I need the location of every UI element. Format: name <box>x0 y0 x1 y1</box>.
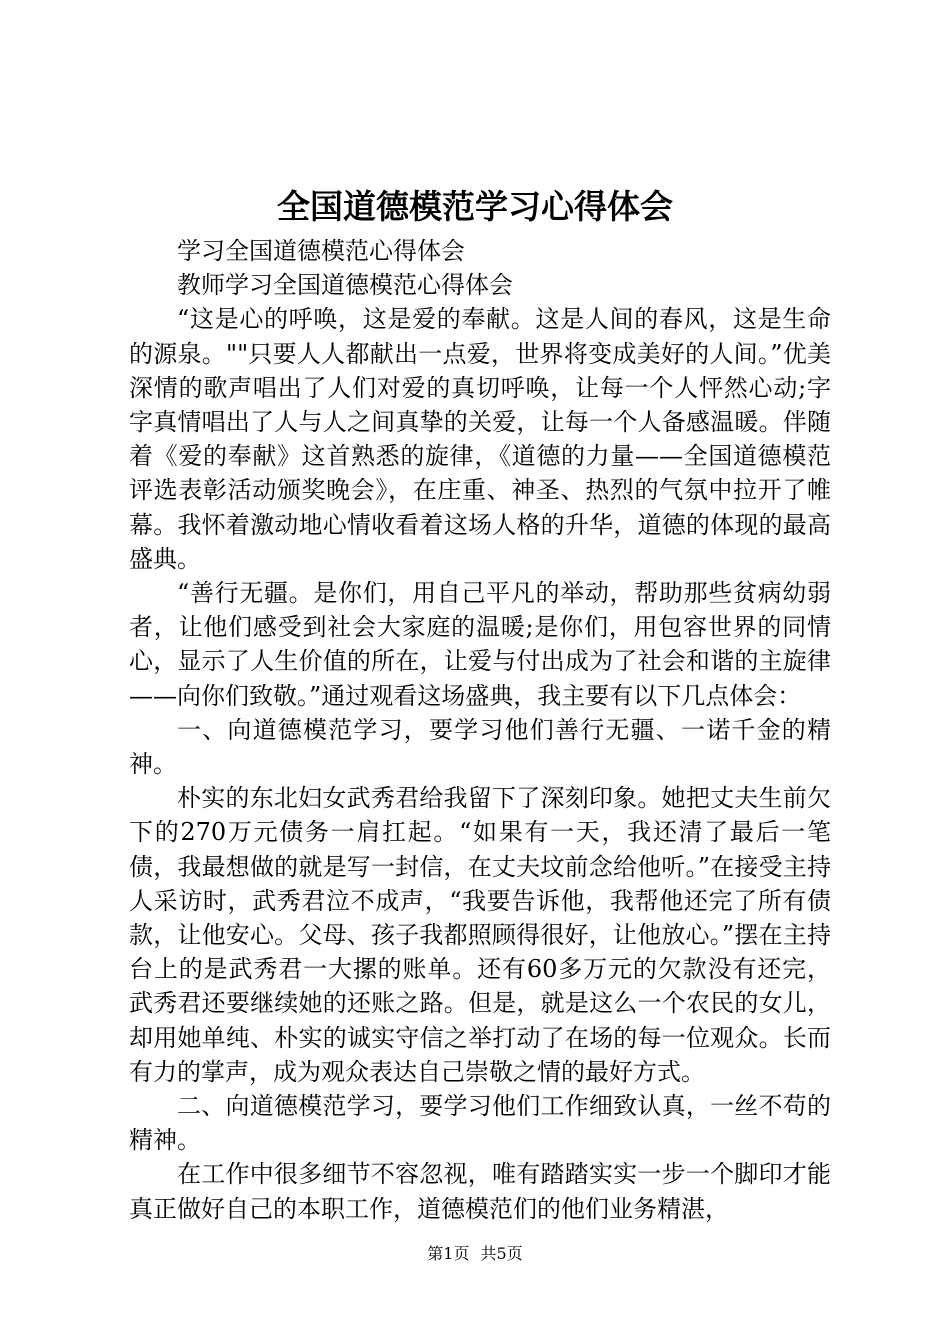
page-total: 共5页 <box>480 1244 523 1263</box>
page-footer <box>0 1243 950 1265</box>
paragraph: 朴实的东北妇女武秀君给我留下了深刻印象。她把丈夫生前欠下的270万元债务一肩扛起。“如果有一天，我还清了最后一笔债，我最想做的就是写一封信，在丈夫坟前念给他听。”在接受主持人采访时，武秀君泣不成声，“我要告诉他，我帮他还完了所有债款，让他安心。父母、孩子我都照顾得很好，让他放心。”摆在主持台上的是武秀君一大摞的账单。还有60多万元的欠款没有还完，武秀君还要继续她的还账之路。但是，就是这么一个农民的女儿，却用她单纯、朴实的诚实守信之举打动了在场的每一位观众。长而有力的掌声，成为观众表达自己崇敬之情的最好方式。 <box>129 784 831 1086</box>
page-number: 第1页 <box>427 1244 470 1263</box>
paragraph: “这是心的呼唤，这是爱的奉献。这是人间的春风，这是生命的源泉。""只要人人都献出一点爱，世界将变成美好的人间。”优美深情的歌声唱出了人们对爱的真切呼唤，让每一个人怦然心动;字字真情唱出了人与人之间真挚的关爱，让每一个人备感温暖。伴随着《爱的奉献》这首熟悉的旋律，《道德的力量——全国道德模范评选表彰活动颁奖晚会》，在庄重、神圣、热烈的气氛中拉开了帷幕。我怀着激动地心情收看着这场人格的升华，道德的体现的最高盛典。 <box>129 305 831 573</box>
paragraph: 在工作中很多细节不容忽视，唯有踏踏实实一步一个脚印才能真正做好自己的本职工作，道德模范们的他们业务精湛， <box>129 1160 831 1223</box>
section-heading-2: 二、向道德模范学习，要学习他们工作细致认真，一丝不苟的精神。 <box>129 1092 831 1155</box>
paragraph-subtitle-1: 学习全国道德模范心得体会 <box>177 237 465 265</box>
paragraph-subtitle-2: 教师学习全国道德模范心得体会 <box>177 271 513 300</box>
paragraph: “善行无疆。是你们，用自己平凡的举动，帮助那些贫病幼弱者，让他们感受到社会大家庭的温暖;是你们，用包容世界的同情心，显示了人生价值的所在，让爱与付出成为了社会和谐的主旋律——向你们致敬。”通过观看这场盛典，我主要有以下几点体会： <box>129 579 831 710</box>
document-title: 全国道德模范学习心得体会 <box>277 187 673 226</box>
section-heading-1: 一、向道德模范学习，要学习他们善行无疆、一诺千金的精神。 <box>129 715 831 779</box>
document-body <box>129 234 831 1226</box>
